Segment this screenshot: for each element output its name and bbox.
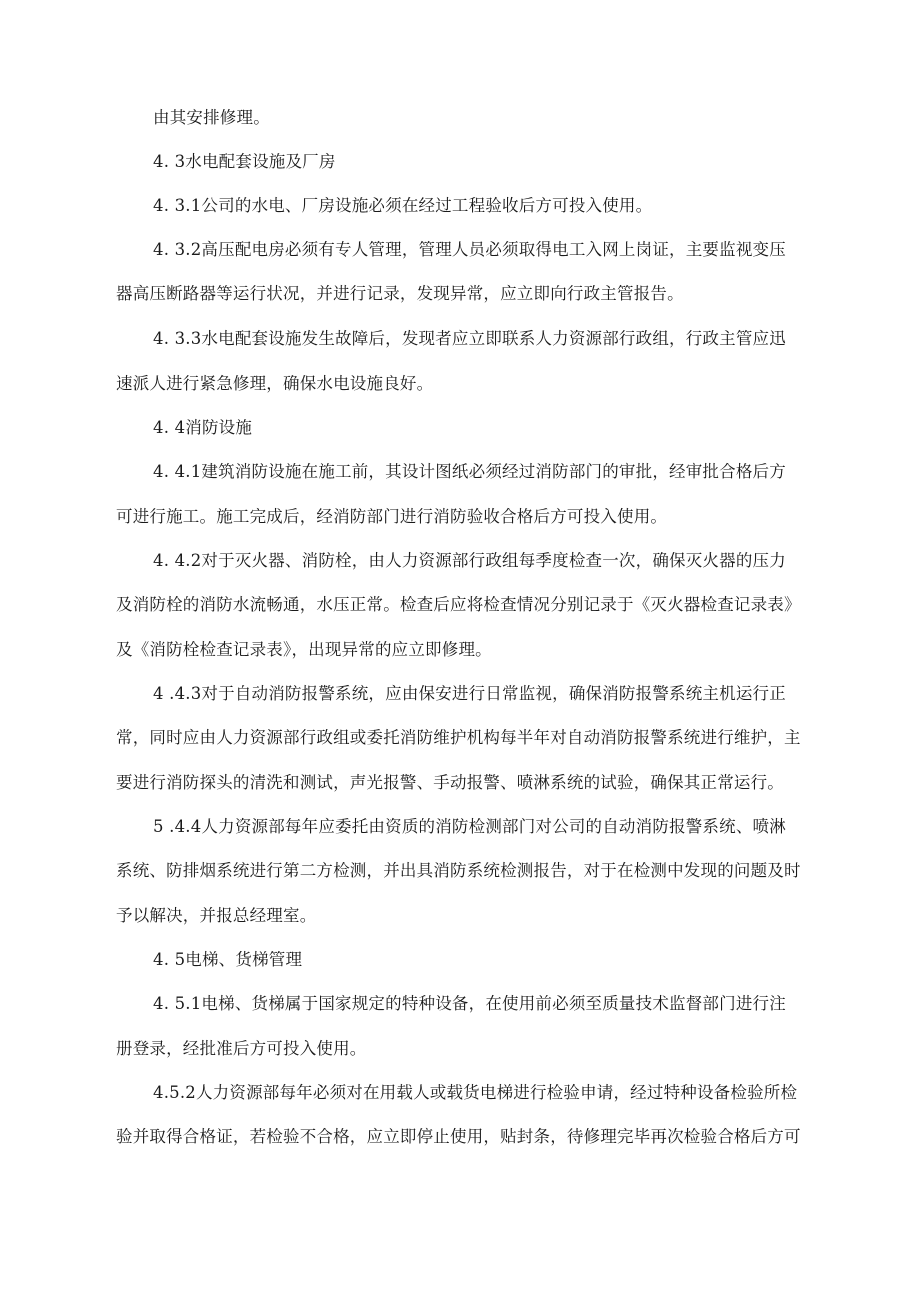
text-line: 予以解决，并报总经理室。 (116, 906, 317, 925)
text-line: 4. 3.1公司的水电、厂房设施必须在经过工程验收后方可投入使用。 (153, 196, 653, 215)
text-line: 册登录，经批准后方可投入使用。 (116, 1039, 367, 1058)
text-line: 4. 3.3水电配套设施发生故障后，发现者应立即联系人力资源部行政组，行政主管应迅 (153, 329, 786, 348)
text-line: 验并取得合格证，若检验不合格，应立即停止使用，贴封条，待修理完毕再次检验合格后方可 (116, 1127, 801, 1146)
text-line: 4. 4.2对于灭火器、消防栓，由人力资源部行政组每季度检查一次，确保灭火器的压力 (153, 551, 786, 570)
section-heading: 4. 4消防设施 (153, 418, 253, 437)
text-line: 由其安排修理。 (153, 108, 270, 127)
text-line: 可进行施工。施工完成后，经消防部门进行消防验收合格后方可投入使用。 (116, 507, 668, 526)
section-heading: 4. 5电梯、货梯管理 (153, 950, 303, 969)
text-line: 4. 5.1电梯、货梯属于国家规定的特种设备，在使用前必须至质量技术监督部门进行注 (153, 994, 786, 1013)
text-line: 4.5.2人力资源部每年必须对在用载人或载货电梯进行检验申请，经过特种设备检验所检 (153, 1083, 798, 1102)
text-line: 要进行消防探头的清洗和测试，声光报警、手动报警、喷淋系统的试验，确保其正常运行。 (116, 773, 784, 792)
text-line: 及《消防栓检查记录表》，出现异常的应立即修理。 (116, 640, 492, 659)
text-line: 5 .4.4人力资源部每年应委托由资质的消防检测部门对公司的自动消防报警系统、喷淋 (153, 817, 786, 836)
section-heading: 4. 3水电配套设施及厂房 (153, 152, 336, 171)
text-line: 系统、防排烟系统进行第二方检测，并出具消防系统检测报告，对于在检测中发现的问题及时 (116, 861, 801, 880)
text-line: 4. 3.2高压配电房必须有专人管理，管理人员必须取得电工入网上岗证，主要监视变压 (153, 240, 786, 259)
text-line: 及消防栓的消防水流畅通，水压正常。检查后应将检查情况分别记录于《灭火器检查记录表》 (116, 595, 801, 614)
text-line: 速派人进行紧急修理，确保水电设施良好。 (116, 374, 434, 393)
text-line: 4. 4.1建筑消防设施在施工前，其设计图纸必须经过消防部门的审批，经审批合格后方 (153, 462, 786, 481)
text-line: 常，同时应由人力资源部行政组或委托消防维护机构每半年对自动消防报警系统进行维护，主 (116, 728, 801, 747)
text-line: 4 .4.3对于自动消防报警系统，应由保安进行日常监视，确保消防报警系统主机运行正 (153, 684, 786, 703)
text-line: 器高压断路器等运行状况，并进行记录，发现异常，应立即向行政主管报告。 (116, 284, 684, 303)
